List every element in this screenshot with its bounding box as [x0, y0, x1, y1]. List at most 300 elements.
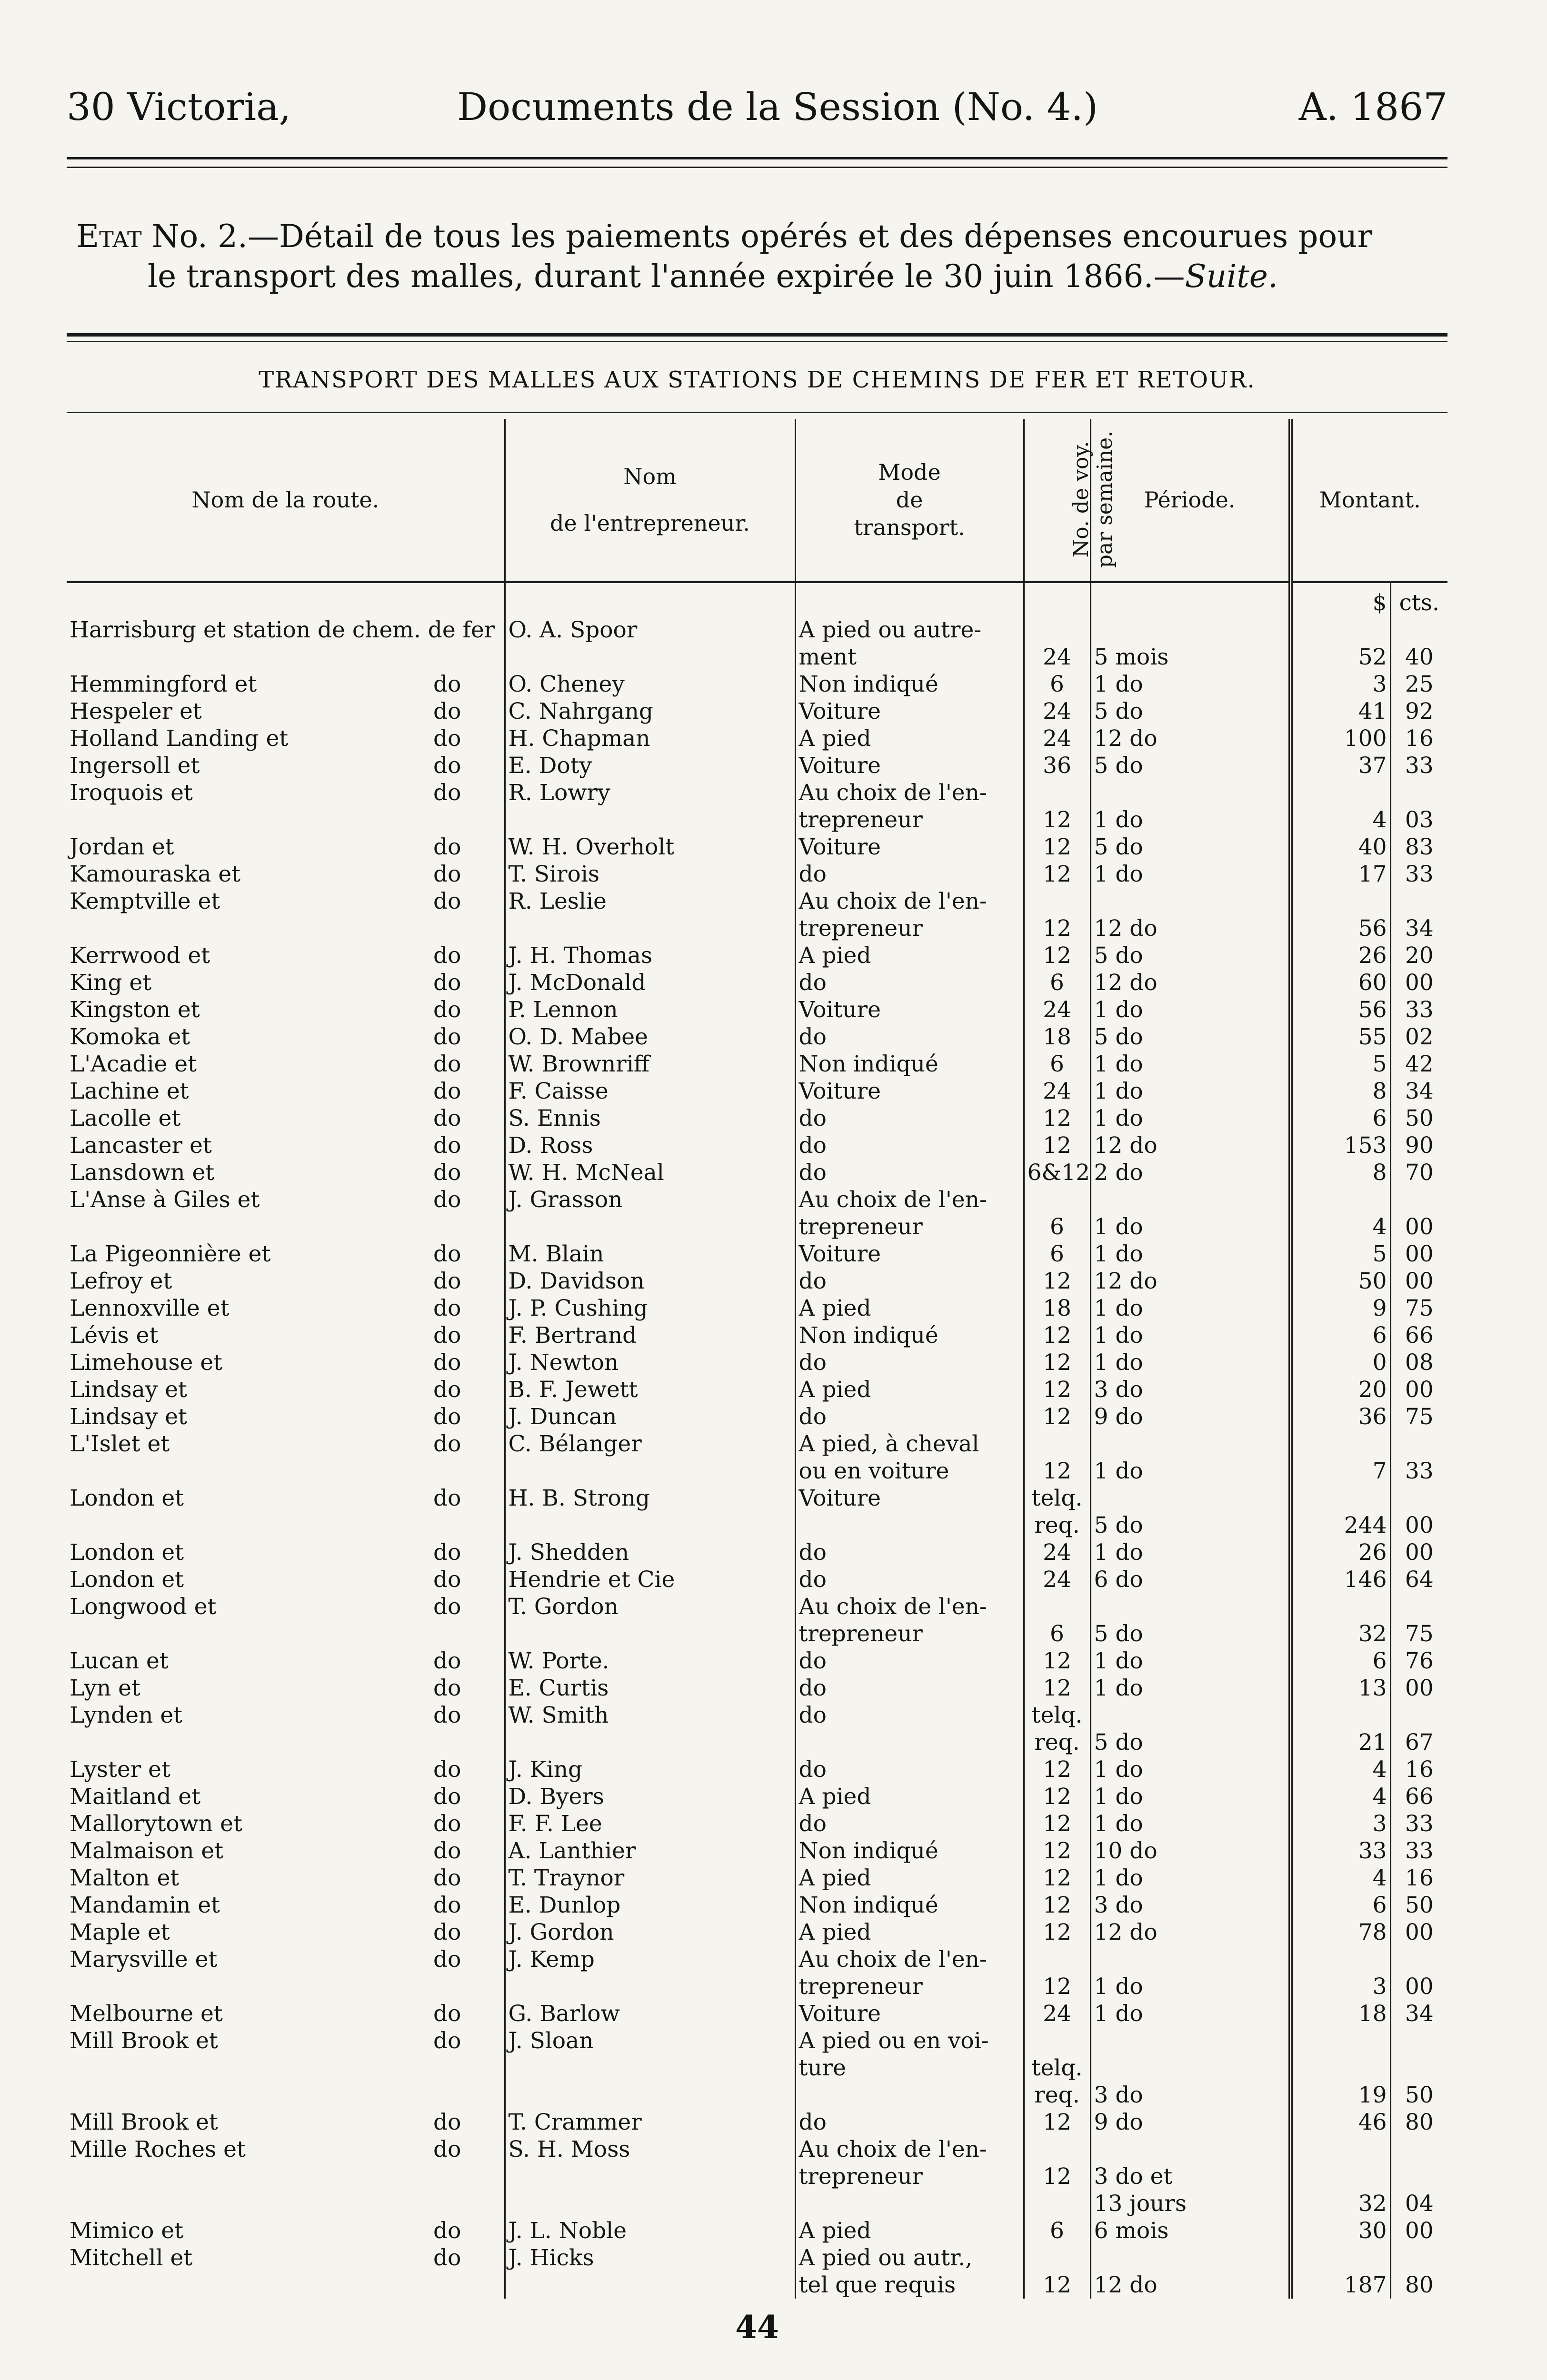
cell-cents: [1390, 1186, 1447, 1213]
cell-cents: 00: [1390, 969, 1447, 996]
cell-dollars: 26: [1290, 942, 1390, 969]
cell-contractor: B. F. Jewett: [505, 1376, 795, 1403]
cell-dollars: 6: [1290, 1647, 1390, 1675]
cell-dollars: [1290, 616, 1390, 644]
cell-cents: [1390, 1702, 1447, 1729]
cell-route: Longwood et: [70, 1594, 217, 1620]
cell-period: 1 do: [1090, 996, 1290, 1023]
cell-contractor: [505, 1620, 795, 1647]
cell-period: 5 do: [1090, 1023, 1290, 1051]
cell-dollars: 17: [1290, 861, 1390, 888]
cell-period: 5 do: [1090, 698, 1290, 725]
header-volume: 30 Victoria,: [67, 85, 291, 129]
col-mode-header-line-2: de: [896, 487, 923, 513]
cell-dollars: 5: [1290, 1240, 1390, 1268]
cell-route: Jordan et: [70, 834, 174, 860]
cell-route-do: do: [433, 725, 461, 752]
cell-route-do: [390, 644, 505, 671]
cell-cents: 00: [1390, 1240, 1447, 1268]
statement-heading: [76, 217, 1438, 297]
cell-period: 1 do: [1090, 806, 1290, 833]
cell-mode: A pied ou autre-: [795, 616, 1024, 644]
cell-route: Mill Brook et: [70, 2028, 218, 2054]
table-row: [67, 671, 1447, 698]
cell-route: Limehouse et: [70, 1349, 223, 1376]
cell-trips: req.: [1024, 2082, 1090, 2109]
cell-trips: 12: [1024, 1864, 1090, 1892]
statement-suite: Suite.: [1185, 258, 1278, 295]
cell-cents: 33: [1390, 752, 1447, 779]
cell-cents: 70: [1390, 1159, 1447, 1186]
cell-mode: Voiture: [795, 2000, 1024, 2027]
cell-trips: [1024, 2136, 1090, 2163]
cell-route: Hespeler et: [70, 698, 202, 724]
cell-route: Kerrwood et: [70, 942, 210, 969]
cell-dollars: 56: [1290, 915, 1390, 942]
cell-dollars: 32: [1290, 2190, 1390, 2217]
cell-trips: telq.: [1024, 2054, 1090, 2082]
table-row: [67, 1349, 1447, 1376]
cell-cents: 80: [1390, 2271, 1447, 2299]
cell-route: Malmaison et: [70, 1838, 224, 1864]
cell-period: [1090, 1593, 1290, 1620]
cell-route: Lennoxville et: [70, 1295, 230, 1321]
cell-dollars: 32: [1290, 1620, 1390, 1647]
table-row: [67, 2190, 1447, 2217]
cell-route: Iroquois et: [70, 780, 193, 806]
table-row: [67, 2217, 1447, 2244]
cell-period: 12 do: [1090, 1268, 1290, 1295]
cell-contractor: T. Gordon: [505, 1593, 795, 1620]
cell-trips: 6: [1024, 671, 1090, 698]
cell-route-do: do: [433, 970, 461, 996]
cell-dollars: [1290, 888, 1390, 915]
cell-dollars: 4: [1290, 1864, 1390, 1892]
cell-dollars: [1290, 779, 1390, 806]
cell-cents: 66: [1390, 1783, 1447, 1810]
cell-route: L'Islet et: [70, 1431, 170, 1457]
cell-dollars: [1290, 1485, 1390, 1512]
cell-trips: 12: [1024, 1105, 1090, 1132]
table-row: [67, 1864, 1447, 1892]
cell-trips: 12: [1024, 2109, 1090, 2136]
cell-cents: 50: [1390, 2082, 1447, 2109]
cell-contractor: E. Doty: [505, 752, 795, 779]
cell-route: Lucan et: [70, 1648, 169, 1674]
cell-dollars: 20: [1290, 1376, 1390, 1403]
cell-trips: 12: [1024, 915, 1090, 942]
cell-dollars: 19: [1290, 2082, 1390, 2109]
cell-contractor: [505, 2163, 795, 2190]
cell-period: 5 do: [1090, 1512, 1290, 1539]
cell-contractor: [505, 806, 795, 833]
table-row: [67, 1539, 1447, 1566]
cell-trips: 24: [1024, 1566, 1090, 1593]
table-row: [67, 1919, 1447, 1946]
cell-route-do: do: [433, 997, 461, 1023]
cell-route-do: do: [433, 1377, 461, 1403]
cell-cents: [1390, 616, 1447, 644]
cell-route-do: do: [433, 1784, 461, 1810]
cell-trips: 24: [1024, 644, 1090, 671]
cell-route-do: do: [433, 2218, 461, 2244]
cell-route-do: [390, 2082, 505, 2109]
cell-route-do: do: [433, 1865, 461, 1891]
cell-mode: do: [795, 1132, 1024, 1159]
cell-route-do: do: [433, 1051, 461, 1077]
cell-mode: Non indiqué: [795, 1322, 1024, 1349]
table-row: [67, 644, 1447, 671]
cell-contractor: [505, 1973, 795, 2000]
cell-route: [67, 806, 390, 833]
col-contractor-header-line-2: de l'entrepreneur.: [550, 510, 750, 536]
cell-contractor: D. Ross: [505, 1132, 795, 1159]
cell-mode: A pied: [795, 1919, 1024, 1946]
cell-dollars: 78: [1290, 1919, 1390, 1946]
cell-trips: 6&12: [1024, 1159, 1090, 1186]
table-row: [67, 996, 1447, 1023]
cell-contractor: J. P. Cushing: [505, 1295, 795, 1322]
table-row: [67, 833, 1447, 861]
cell-route-do: [390, 1458, 505, 1485]
cell-route: Kamouraska et: [70, 861, 241, 887]
cell-route-do: [390, 2163, 505, 2190]
table-row: [67, 1213, 1447, 1240]
table-row: [67, 1322, 1447, 1349]
cell-route-do: [390, 915, 505, 942]
table-row: [67, 725, 1447, 752]
cell-mode: do: [795, 969, 1024, 996]
cell-trips: 6: [1024, 2217, 1090, 2244]
cell-contractor: [505, 2190, 795, 2217]
header-rule-bottom: [67, 167, 1447, 168]
table-row: [67, 1376, 1447, 1403]
cell-route: [67, 1620, 390, 1647]
cell-route: [67, 2271, 390, 2299]
page-number: 44: [735, 2309, 779, 2346]
cell-route: Lynden et: [70, 1702, 183, 1728]
cell-mode: Voiture: [795, 1485, 1024, 1512]
cell-contractor: S. H. Moss: [505, 2136, 795, 2163]
cell-dollars: 4: [1290, 806, 1390, 833]
cell-cents: 33: [1390, 996, 1447, 1023]
cell-route-do: do: [433, 2109, 461, 2135]
cell-contractor: S. Ennis: [505, 1105, 795, 1132]
cell-dollars: [1290, 1430, 1390, 1458]
cell-contractor: [505, 2082, 795, 2109]
table-row: [67, 1756, 1447, 1783]
cell-trips: 18: [1024, 1295, 1090, 1322]
cell-dollars: 55: [1290, 1023, 1390, 1051]
cell-route: [67, 2054, 390, 2082]
cell-contractor: O. D. Mabee: [505, 1023, 795, 1051]
cell-mode: Voiture: [795, 833, 1024, 861]
cell-route: Lyster et: [70, 1756, 170, 1783]
cell-route-do: do: [433, 1919, 461, 1945]
cell-route: Lyn et: [70, 1675, 140, 1701]
table-row: [67, 2271, 1447, 2299]
cell-contractor: W. Porte.: [505, 1647, 795, 1675]
cell-dollars: 187: [1290, 2271, 1390, 2299]
cell-mode: do: [795, 1675, 1024, 1702]
cell-period: 5 do: [1090, 942, 1290, 969]
cell-dollars: 6: [1290, 1322, 1390, 1349]
cell-dollars: [1290, 2244, 1390, 2271]
section-title: TRANSPORT DES MALLES AUX STATIONS DE CHEMINS DE FER ET RETOUR.: [259, 367, 1256, 393]
cell-route-do: do: [433, 2136, 461, 2162]
cell-cents: 92: [1390, 698, 1447, 725]
cell-route: Lindsay et: [70, 1377, 187, 1403]
cell-route-do: do: [433, 1648, 461, 1674]
table-row: [67, 1810, 1447, 1837]
cell-cents: [1390, 2027, 1447, 2054]
cell-mode: Au choix de l'en-: [795, 2136, 1024, 2163]
cell-period: 1 do: [1090, 1810, 1290, 1837]
statement-text-2: le transport des malles, durant l'année expirée le 30 juin 1866.—: [148, 258, 1185, 295]
cell-dollars: 4: [1290, 1783, 1390, 1810]
cell-contractor: [505, 1512, 795, 1539]
cell-cents: 76: [1390, 1647, 1447, 1675]
cell-cents: 00: [1390, 1376, 1447, 1403]
cell-route-do: do: [433, 780, 461, 806]
cell-route-do: do: [433, 1322, 461, 1349]
table-row: [67, 2136, 1447, 2163]
cell-cents: [1390, 1430, 1447, 1458]
cell-route-do: do: [433, 1024, 461, 1050]
table-top-rule: [67, 412, 1447, 413]
cell-route: Hemmingford et: [70, 671, 257, 697]
cell-period: [1090, 2136, 1290, 2163]
cell-cents: 00: [1390, 1973, 1447, 2000]
cell-cents: 16: [1390, 725, 1447, 752]
cell-cents: 04: [1390, 2190, 1447, 2217]
cell-period: 12 do: [1090, 915, 1290, 942]
cell-period: 1 do: [1090, 1864, 1290, 1892]
cell-dollars: 56: [1290, 996, 1390, 1023]
cell-contractor: O. A. Spoor: [505, 616, 795, 644]
cell-mode: do: [795, 2109, 1024, 2136]
cell-dollars: 6: [1290, 1892, 1390, 1919]
header-rule-top: [67, 157, 1447, 159]
table-row: [67, 779, 1447, 806]
table-row: [67, 942, 1447, 969]
table-row: [67, 1892, 1447, 1919]
cell-dollars: 3: [1290, 1810, 1390, 1837]
cell-contractor: W. Brownriff: [505, 1051, 795, 1078]
cell-cents: [1390, 2244, 1447, 2271]
cell-contractor: [505, 644, 795, 671]
cell-period: 1 do: [1090, 1647, 1290, 1675]
cell-cents: 66: [1390, 1322, 1447, 1349]
table-row: [67, 1458, 1447, 1485]
cell-trips: 24: [1024, 1078, 1090, 1105]
cell-route: [67, 1213, 390, 1240]
cell-dollars: [1290, 1702, 1390, 1729]
cell-mode: A pied: [795, 1783, 1024, 1810]
cell-period: 9 do: [1090, 1403, 1290, 1430]
cell-trips: 12: [1024, 2163, 1090, 2190]
cell-contractor: [505, 1458, 795, 1485]
cell-contractor: O. Cheney: [505, 671, 795, 698]
cell-period: 1 do: [1090, 1105, 1290, 1132]
col-route-header: Nom de la route.: [67, 419, 505, 582]
cell-dollars: 18: [1290, 2000, 1390, 2027]
cell-route: Mallorytown et: [70, 1811, 242, 1837]
cell-cents: 25: [1390, 671, 1447, 698]
cell-dollars: 8: [1290, 1078, 1390, 1105]
cell-trips: [1024, 1946, 1090, 1973]
cell-trips: [1024, 2244, 1090, 2271]
cell-period: 10 do: [1090, 1837, 1290, 1864]
cell-period: 1 do: [1090, 1349, 1290, 1376]
cell-route-do: do: [433, 1892, 461, 1918]
cell-period: 13 jours: [1090, 2190, 1290, 2217]
cell-period: 3 do: [1090, 2082, 1290, 2109]
cell-contractor: [505, 2054, 795, 2082]
cell-mode: tel que requis: [795, 2271, 1024, 2299]
cell-period: 1 do: [1090, 1213, 1290, 1240]
cell-contractor: A. Lanthier: [505, 1837, 795, 1864]
cell-trips: 36: [1024, 752, 1090, 779]
cell-route: Kemptville et: [70, 888, 220, 914]
table-row: [67, 1485, 1447, 1512]
cell-mode: A pied, à cheval: [795, 1430, 1024, 1458]
cell-dollars: 7: [1290, 1458, 1390, 1485]
cell-contractor: J. Shedden: [505, 1539, 795, 1566]
cell-contractor: F. Bertrand: [505, 1322, 795, 1349]
cell-route-do: do: [433, 1539, 461, 1566]
cell-contractor: C. Bélanger: [505, 1430, 795, 1458]
cell-route: Komoka et: [70, 1024, 190, 1050]
cell-dollars: [1290, 2054, 1390, 2082]
cell-mode: ture: [795, 2054, 1024, 2082]
cell-route-do: [390, 1729, 505, 1756]
table-row: [67, 698, 1447, 725]
cell-cents: 34: [1390, 915, 1447, 942]
cell-mode: Non indiqué: [795, 1837, 1024, 1864]
cell-contractor: W. H. McNeal: [505, 1159, 795, 1186]
cell-dollars: 46: [1290, 2109, 1390, 2136]
cell-dollars: [1290, 1946, 1390, 1973]
cell-contractor: J. Newton: [505, 1349, 795, 1376]
cell-trips: 12: [1024, 861, 1090, 888]
cell-trips: 12: [1024, 1810, 1090, 1837]
cell-period: 5 do: [1090, 833, 1290, 861]
running-header: [67, 81, 1447, 133]
cell-period: 9 do: [1090, 2109, 1290, 2136]
cell-period: [1090, 1186, 1290, 1213]
cell-mode: Au choix de l'en-: [795, 888, 1024, 915]
cell-route-do: do: [433, 1295, 461, 1321]
cell-trips: 12: [1024, 1376, 1090, 1403]
cell-period: 5 do: [1090, 752, 1290, 779]
cell-mode: A pied: [795, 2217, 1024, 2244]
cell-cents: 00: [1390, 2217, 1447, 2244]
table-row: [67, 1783, 1447, 1810]
table-row: [67, 915, 1447, 942]
cell-route-do: do: [433, 2001, 461, 2027]
cell-trips: 12: [1024, 1919, 1090, 1946]
table-row: [67, 861, 1447, 888]
cell-period: [1090, 1430, 1290, 1458]
cell-route: La Pigeonnière et: [70, 1241, 271, 1267]
cell-route: Lefroy et: [70, 1268, 172, 1294]
cell-cents: [1390, 779, 1447, 806]
cell-cents: 33: [1390, 1458, 1447, 1485]
cell-route: Lindsay et: [70, 1404, 187, 1430]
cell-period: [1090, 2027, 1290, 2054]
cell-route: L'Acadie et: [70, 1051, 197, 1077]
cell-trips: [1024, 1593, 1090, 1620]
cell-mode: trepreneur: [795, 1973, 1024, 2000]
col-amount-header: Montant.: [1290, 419, 1447, 582]
cell-route: Malton et: [70, 1865, 180, 1891]
cell-dollars: 13: [1290, 1675, 1390, 1702]
col-trips-header-line-2: par semaine.: [1092, 430, 1117, 568]
cell-route: Lachine et: [70, 1078, 189, 1104]
cell-cents: 75: [1390, 1403, 1447, 1430]
cell-period: 6 mois: [1090, 2217, 1290, 2244]
cell-route: Kingston et: [70, 997, 200, 1023]
cell-mode: A pied: [795, 942, 1024, 969]
cell-route: Mimico et: [70, 2218, 184, 2244]
cell-period: 1 do: [1090, 1240, 1290, 1268]
cell-mode: trepreneur: [795, 806, 1024, 833]
cell-route: Mandamin et: [70, 1892, 220, 1918]
cell-route-do: [390, 1973, 505, 2000]
cell-dollars: 153: [1290, 1132, 1390, 1159]
cell-period: [1090, 779, 1290, 806]
cell-trips: 12: [1024, 1132, 1090, 1159]
cell-period: 5 mois: [1090, 644, 1290, 671]
cell-mode: A pied ou en voi-: [795, 2027, 1024, 2054]
cell-route-do: do: [433, 1838, 461, 1864]
cell-cents: 34: [1390, 2000, 1447, 2027]
cell-trips: telq.: [1024, 1485, 1090, 1512]
col-mode-header-line-3: transport.: [854, 515, 965, 540]
cell-mode: A pied: [795, 725, 1024, 752]
cell-mode: do: [795, 1702, 1024, 1729]
cell-route-do: do: [433, 2028, 461, 2054]
cell-mode: do: [795, 1756, 1024, 1783]
cell-trips: 12: [1024, 1458, 1090, 1485]
table-row: [67, 1403, 1447, 1430]
cell-mode: trepreneur: [795, 2163, 1024, 2190]
table-row: [67, 1702, 1447, 1729]
cell-route: Melbourne et: [70, 2001, 223, 2027]
cell-trips: 6: [1024, 1240, 1090, 1268]
header-title: Documents de la Session (No. 4.): [457, 85, 1098, 129]
cell-mode: ou en voiture: [795, 1458, 1024, 1485]
cell-route-do: [390, 806, 505, 833]
cell-route: [67, 1973, 390, 2000]
table-row: [67, 1675, 1447, 1702]
cell-cents: 00: [1390, 1213, 1447, 1240]
cell-trips: [1024, 2190, 1090, 2217]
cell-period: 12 do: [1090, 725, 1290, 752]
cell-mode: trepreneur: [795, 1620, 1024, 1647]
cell-mode: Voiture: [795, 996, 1024, 1023]
cell-cents: 50: [1390, 1105, 1447, 1132]
table-row: [67, 1566, 1447, 1593]
cell-route: Lacolle et: [70, 1105, 181, 1131]
cell-period: 6 do: [1090, 1566, 1290, 1593]
cell-trips: [1024, 1430, 1090, 1458]
col-contractor-header: [505, 419, 795, 582]
cell-trips: 12: [1024, 942, 1090, 969]
cell-cents: 75: [1390, 1620, 1447, 1647]
cell-trips: 24: [1024, 698, 1090, 725]
